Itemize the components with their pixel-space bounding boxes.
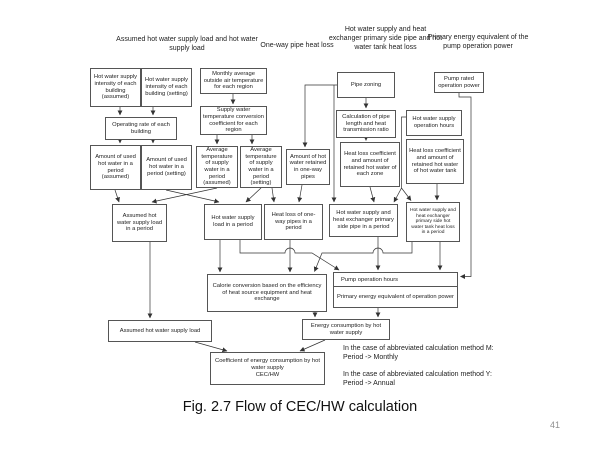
note-method-m-line1: In the case of abbreviated calculation method M: [343,345,494,352]
note-method-y [343,370,558,388]
box-primary-energy-equiv: Primary energy equivalent of operation power [337,293,454,300]
box-calorie-conversion: Calorie conversion based on the efficiency of heat source equipment and heat exchange [207,274,327,312]
box-supply-temp-coeff: Supply water temperature conversion coefficient for each region [200,106,267,135]
box-hws-intensity-setting: Hot water supply intensity of each building (setting) [141,68,192,107]
header-pump-energy: Primary energy equivalent of the pump operation power [427,34,529,50]
page-number: 41 [549,420,560,430]
box-hws-intensity-assumed: Hot water supply intensity of each building (assumed) [90,68,141,107]
cec-code: CEC/HW [255,371,280,378]
box-monthly-avg-temp: Monthly average outside air temperature for each region [200,68,267,94]
figure-caption: Fig. 2.7 Flow of CEC/HW calculation [182,399,418,415]
box-used-hw-assumed: Amount of used hot water in a period (assumed) [90,145,141,190]
box-used-hw-setting: Amount of used hot water in a period (setting) [141,145,192,190]
box-operating-rate: Operating rate of each building [105,117,177,140]
box-hex-tank-loss-period: Hot water supply and heat exchanger primary side hot water tank heat loss in a period [406,202,460,242]
box-avg-temp-setting: Average temperature of supply water in a period (setting) [240,146,282,188]
header-hex-heat-loss: Hot water supply and heat exchanger primary side pipe and hot water tank heat loss [328,26,443,51]
box-hws-load-period: Hot water supply load in a period [204,204,262,240]
box-pump-op-hours: Pump operation hours [334,273,457,287]
cec-label: Coefficient of energy consumption by hot water supply [215,358,320,372]
box-heat-loss-tank: Heat loss coefficient and amount of retained hot water of hot water tank [406,139,464,184]
box-cec-hw [210,352,325,385]
note-method-y-line1: In the case of abbreviated calculation method Y: [343,371,492,379]
header-assumed-load: Assumed hot water supply load and hot water supply load [116,36,258,52]
box-pipe-zoning: Pipe zoning [337,72,395,98]
box-assumed-load-period: Assumed hot water supply load in a period [112,204,167,242]
box-energy-consumption: Energy consumption by hot water supply [302,319,390,340]
box-hws-operation-hours: Hot water supply operation hours [406,110,462,136]
box-hex-pipe-period: Hot water supply and heat exchanger primary side pipe in a period [329,204,398,237]
box-avg-temp-assumed: Average temperature of supply water in a period (assumed) [196,146,238,188]
box-oneway-loss-period: Heat loss of one-way pipes in a period [264,204,323,240]
header-oneway-heat-loss: One-way pipe heat loss [260,42,334,49]
box-assumed-load-total: Assumed hot water supply load [108,320,212,342]
note-method-m-line2: Period -> Monthly [343,354,399,362]
note-method-y-line2: Period -> Annual [343,380,395,388]
box-pump-operation [333,272,458,308]
box-hw-retained-oneway: Amount of hot water retained in one-way pipes [286,149,330,185]
box-pipe-length-calc: Calculation of pipe length and heat transmission ratio [336,110,396,138]
note-method-m [343,344,558,362]
abbreviation-notes [343,344,558,396]
box-heat-loss-zone: Heat loss coefficient and amount of retained hot water of each zone [340,142,400,187]
box-pump-rated-power: Pump rated operation power [434,72,484,93]
